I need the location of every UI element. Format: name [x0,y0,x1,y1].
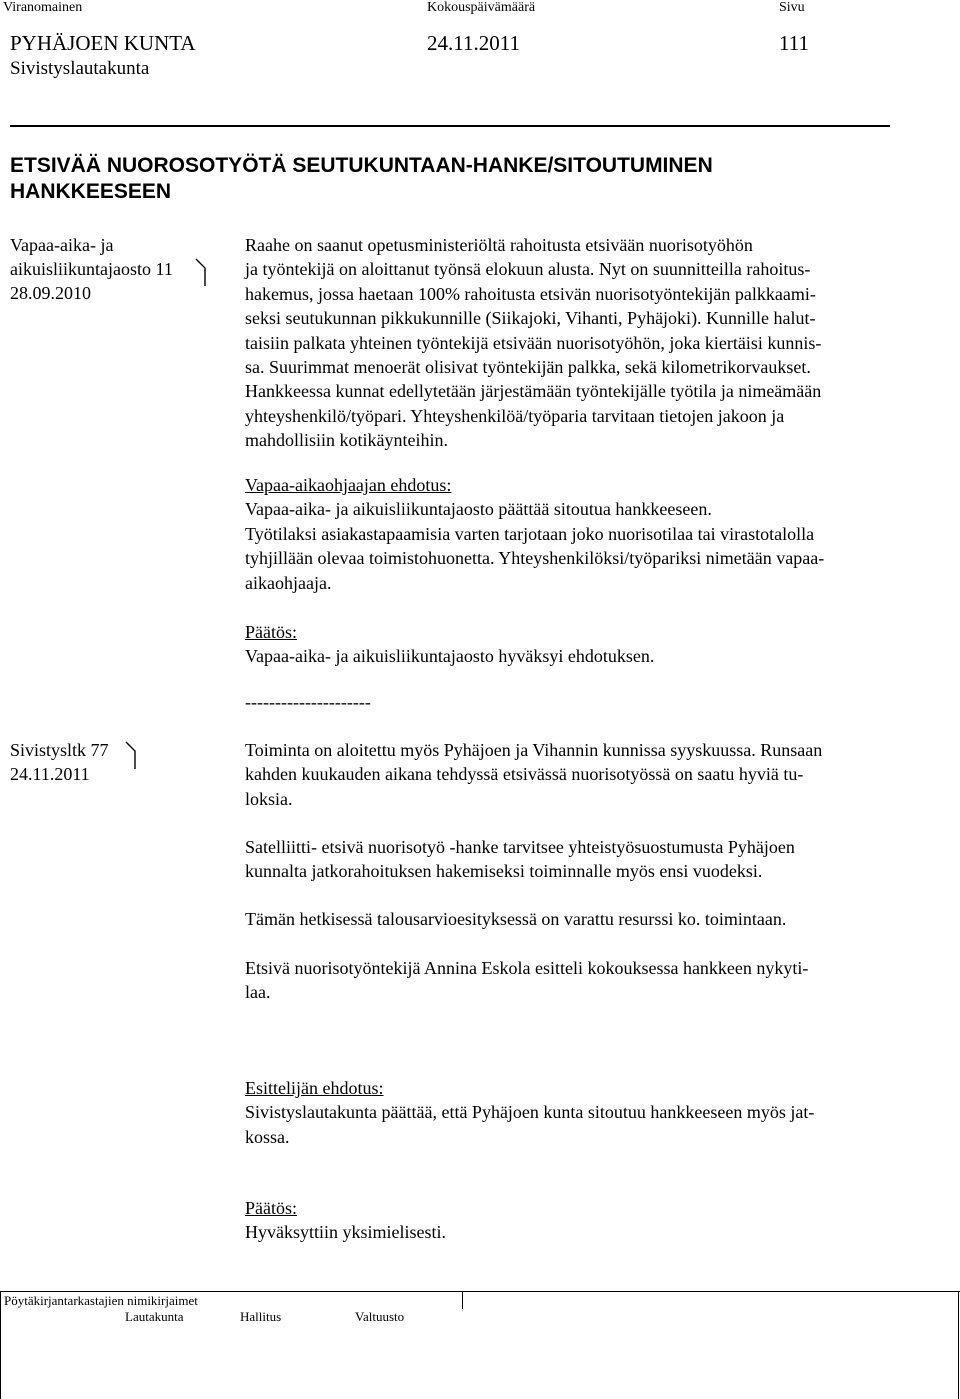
section1-reference [10,233,173,305]
header-label-meeting-date: Kokouspäivämäärä [427,0,536,15]
body-name: Sivistyslautakunta [10,58,150,79]
decision-heading: Päätös: [245,1198,297,1218]
paragraph-line: kahden kuukauden aikana tehdyssä etsivässä nuorisotyössä on saatu hyviä tu- [245,764,804,785]
page-number: 111 [779,31,809,55]
proposal-line: kossa. [245,1126,290,1147]
reference-line: Vapaa-aika- ja [10,235,114,255]
paragraph-line: loksia. [245,788,293,809]
header-label-authority: Viranomainen [3,0,83,15]
proposal-line: aikaohjaaja. [245,572,332,593]
header-label-page: Sivu [779,0,805,15]
section1-decision [245,620,945,669]
paragraph-line: taisiin palkata yhteinen työntekijä etsivään nuorisotyöhön, joka kiertäisi kunnis- [245,332,822,353]
document-heading [10,153,890,205]
proposal-line: tyhjillään olevaa toimistohuonetta. Yhteyshenkilöksi/työpariksi nimetään vapaa- [245,548,825,569]
paragraph-line: Tämän hetkisessä talousarvioesityksessä on varattu resurssi ko. toimintaan. [245,909,787,929]
header-rule [10,125,890,127]
heading-line: ETSIVÄÄ NUOROSOTYÖTÄ SEUTUKUNTAAN-HANKE/SITOUTUMINEN [10,154,713,177]
footer-border-left [0,1291,1,1399]
section2-paragraph-1 [245,738,945,811]
reference-line: 24.11.2011 [10,764,90,784]
proposal-line: Sivistyslautakunta päättää, että Pyhäjoen kunta sitoutuu hankkeeseen myös jat- [245,1102,815,1123]
section2-reference [10,738,109,786]
footer-divider [462,1291,463,1309]
paragraph-line: Etsivä nuorisotyöntekijä Annina Eskola esitteli kokouksessa hankkeen nykyti- [245,958,809,978]
paragraph-line: sa. Suurimmat menoerät olisivat työntekijän palkka, sekä kilometrikorvaukset. [245,357,811,378]
footer-col-lautakunta: Lautakunta [125,1309,184,1324]
paragraph-line: mahdollisiin kotikäynteihin. [245,430,448,451]
footer-border-right [958,1291,959,1399]
section1-paragraph [245,233,945,453]
decision-heading: Päätös: [245,622,297,642]
proposal-line: Vapaa-aika- ja aikuisliikuntajaosto päättää sitoutua hankkeeseen. [245,499,712,520]
footer-rule [0,1291,960,1292]
section2-paragraph-3 [245,907,945,931]
reference-bracket-icon [125,741,137,781]
paragraph-line: Satelliitti- etsivä nuorisotyö -hanke tarvitsee yhteistyösuostumusta Pyhäjoen [245,837,795,857]
proposal-line: Työtilaksi asiakastapaamisia varten tarjotaan joko nuorisotilaa tai virastotalolla [245,523,815,544]
meeting-date: 24.11.2011 [427,31,520,55]
footer-col-valtuusto: Valtuusto [355,1309,405,1324]
section2-decision [245,1196,945,1245]
section2-paragraph-2 [245,835,945,884]
heading-line: HANKKEESEEN [10,180,172,203]
separator [245,690,945,714]
paragraph-line: hakemus, jossa haetaan 100% rahoitusta etsivän nuorisotyöntekijän palkkaami- [245,283,816,304]
paragraph-line: kunnalta jatkorahoituksen hakemiseksi toiminnalle myös ensi vuodeksi. [245,861,763,882]
proposal-heading: Esittelijän ehdotus: [245,1078,384,1098]
reference-line: 28.09.2010 [10,283,91,303]
paragraph-line: seksi seutukunnan pikkukunnille (Siikajoki, Vihanti, Pyhäjoki). Kunnille halut- [245,308,816,329]
paragraph-line: Toiminta on aloitettu myös Pyhäjoen ja Vihannin kunnissa syyskuussa. Runsaan [245,740,823,760]
footer-initials-label: Pöytäkirjantarkastajien nimikirjaimet [4,1293,198,1308]
organization-name: PYHÄJOEN KUNTA [10,31,196,55]
paragraph-line: Hankkeessa kunnat edellytetään järjestämään työntekijälle työtila ja nimeämään [245,381,822,402]
reference-line: Sivistysltk 77 [10,740,109,760]
reference-line: aikuisliikuntajaosto 11 [10,259,173,279]
paragraph-line: laa. [245,982,271,1003]
section2-paragraph-4 [245,956,945,1005]
footer-col-hallitus: Hallitus [240,1309,282,1324]
separator-text: --------------------- [245,692,371,712]
paragraph-line: Raahe on saanut opetusministeriöltä rahoitusta etsivään nuorisotyöhön [245,235,753,255]
decision-text: Vapaa-aika- ja aikuisliikuntajaosto hyväksyi ehdotuksen. [245,646,655,667]
decision-text: Hyväksyttiin yksimielisesti. [245,1222,446,1243]
paragraph-line: yhteyshenkilö/työpari. Yhteyshenkilöä/työparia tarvitaan tietojen jakoon ja [245,405,785,426]
section1-proposal [245,473,945,595]
paragraph-line: ja työntekijä on aloittanut työnsä elokuun alusta. Nyt on suunnitteilla rahoitus- [245,259,811,280]
reference-bracket-icon [195,258,207,298]
section2-proposal [245,1076,945,1149]
proposal-heading: Vapaa-aikaohjaajan ehdotus: [245,475,452,495]
